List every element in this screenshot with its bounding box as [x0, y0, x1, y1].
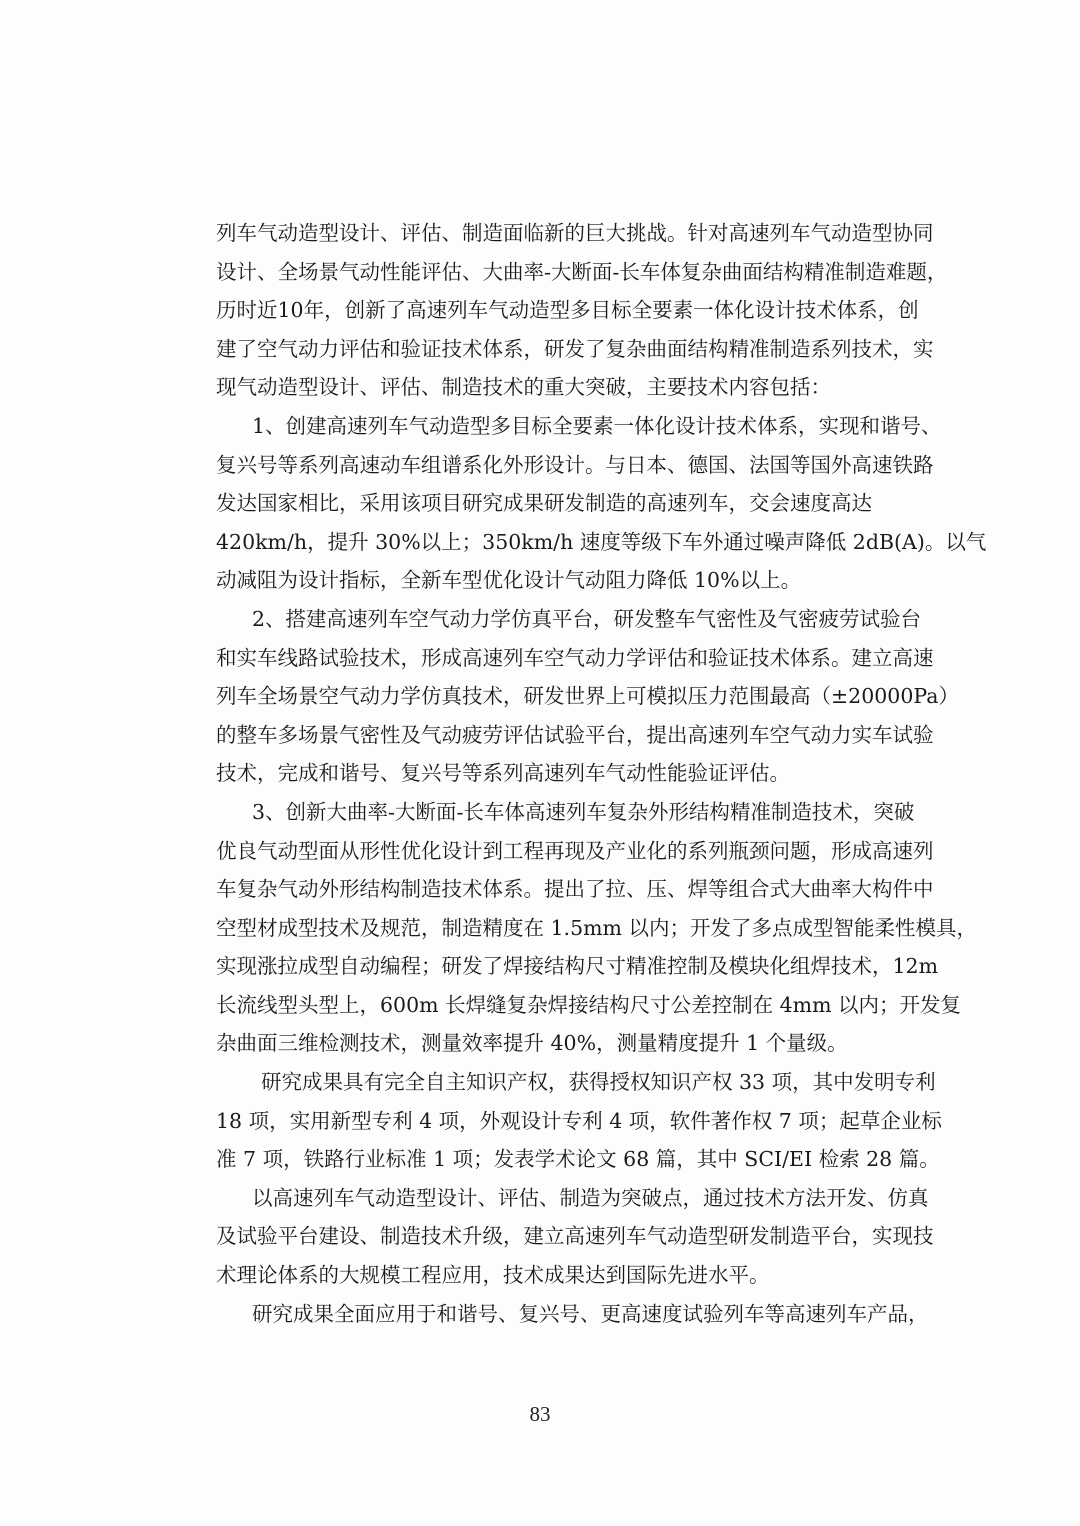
text-line: 列车气动造型设计、评估、制造面临新的巨大挑战。针对高速列车气动造型协同: [216, 221, 934, 245]
text-line: 发达国家相比，采用该项目研究成果研发制造的高速列车，交会速度高达: [216, 491, 872, 516]
text-line: 以高速列车气动造型设计、评估、制造为突破点，通过技术方法开发、仿真: [252, 1185, 929, 1210]
text-line: 杂曲面三维检测技术，测量效率提升 40%，测量精度提升 1 个量级。: [216, 1031, 848, 1056]
text-line: 研究成果全面应用于和谐号、复兴号、更高速度试验列车等高速列车产品，: [252, 1301, 929, 1326]
text-line: 现气动造型设计、评估、制造技术的重大突破，主要技术内容包括：: [216, 375, 831, 400]
text-line: 及试验平台建设、制造技术升级，建立高速列车气动造型研发制造平台，实现技: [216, 1224, 934, 1249]
text-line: 研究成果具有完全自主知识产权，获得授权知识产权 33 项，其中发明专利: [261, 1070, 936, 1095]
text-line: 术理论体系的大规模工程应用，技术成果达到国际先进水平。: [216, 1263, 770, 1288]
text-line: 空型材成型技术及规范，制造精度在 1.5mm 以内；开发了多点成型智能柔性模具，: [216, 915, 978, 940]
page-number: 83: [529, 1402, 551, 1426]
text-line: 3、创新大曲率-大断面-长车体高速列车复杂外形结构精准制造技术，突破: [252, 799, 915, 824]
text-line: 准 7 项，铁路行业标准 1 项；发表学术论文 68 篇，其中 SCI/EI 检索 28 篇。: [216, 1147, 940, 1172]
text-line: 的整车多场景气密性及气动疲劳评估试验平台，提出高速列车空气动力实车试验: [216, 722, 934, 747]
text-line: 和实车线路试验技术，形成高速列车空气动力学评估和验证技术体系。建立高速: [216, 645, 934, 670]
text-line: 历时近10年，创新了高速列车气动造型多目标全要素一体化设计技术体系，创: [216, 298, 919, 323]
text-line: 18 项，实用新型专利 4 项，外观设计专利 4 项，软件著作权 7 项；起草企业标: [216, 1108, 942, 1133]
text-line: 420km/h，提升 30%以上；350km/h 速度等级下车外通过噪声降低 2dB(A)。以气: [216, 529, 987, 554]
text-line: 复兴号等系列高速动车组谱系化外形设计。与日本、德国、法国等国外高速铁路: [216, 452, 934, 477]
text-line: 长流线型头型上，600m 长焊缝复杂焊接结构尺寸公差控制在 4mm 以内；开发复: [216, 992, 962, 1017]
text-line: 动减阻为设计指标，全新车型优化设计气动阻力降低 10%以上。: [216, 568, 802, 593]
text-line: 技术，完成和谐号、复兴号等系列高速列车气动性能验证评估。: [216, 761, 790, 786]
body-text: [216, 214, 987, 1333]
text-line: 实现涨拉成型自动编程；研发了焊接结构尺寸精准控制及模块化组焊技术，12m: [216, 954, 939, 979]
text-line: 列车全场景空气动力学仿真技术，研发世界上可模拟压力范围最高（±20000Pa）: [216, 684, 959, 709]
text-line: 1、创建高速列车气动造型多目标全要素一体化设计技术体系，实现和谐号、: [252, 413, 942, 438]
text-line: 设计、全场景气动性能评估、大曲率-大断面-长车体复杂曲面结构精准制造难题，: [216, 259, 948, 284]
text-line: 2、搭建高速列车空气动力学仿真平台，研发整车气密性及气密疲劳试验台: [252, 606, 922, 631]
text-line: 优良气动型面从形性优化设计到工程再现及产业化的系列瓶颈问题，形成高速列: [216, 838, 934, 863]
text-line: 车复杂气动外形结构制造技术体系。提出了拉、压、焊等组合式大曲率大构件中: [216, 877, 934, 902]
text-line: 建了空气动力评估和验证技术体系，研发了复杂曲面结构精准制造系列技术，实: [216, 336, 934, 361]
